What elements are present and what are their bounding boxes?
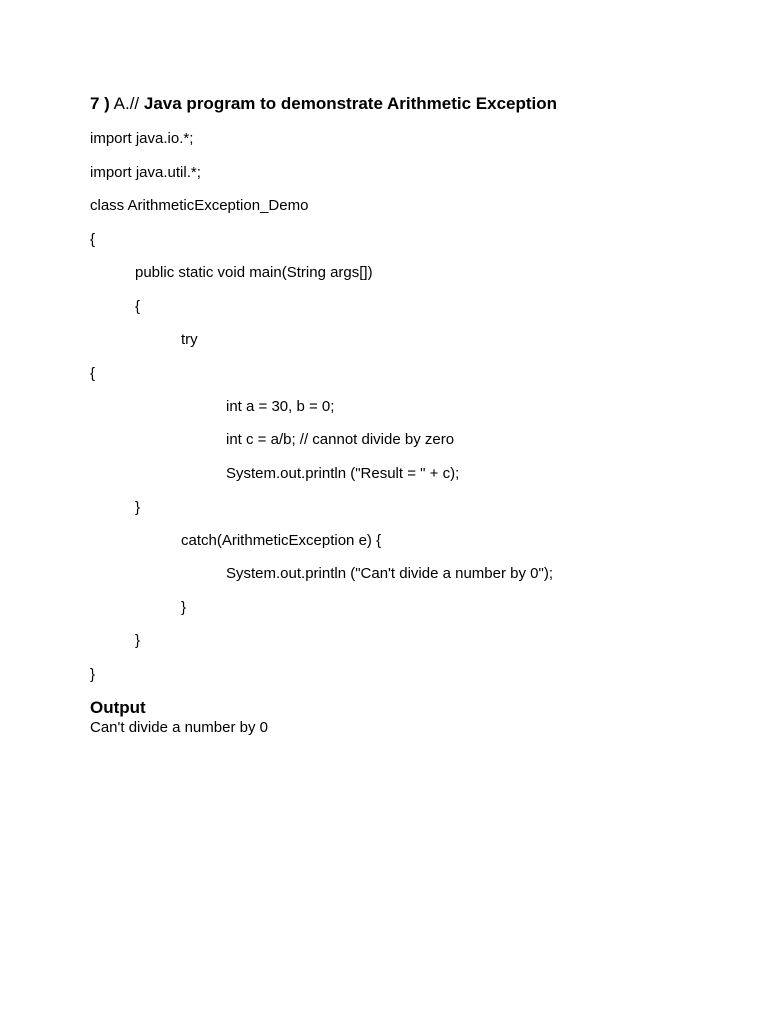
code-main-open-brace: {: [135, 298, 141, 315]
code-try-close-brace: }: [135, 499, 141, 516]
code-int-ab: int a = 30, b = 0;: [226, 398, 335, 415]
code-try-open-brace: {: [90, 365, 96, 382]
code-import-util: import java.util.*;: [90, 164, 201, 181]
code-println-result: System.out.println ("Result = " + c);: [226, 465, 460, 482]
code-main-close-brace: }: [135, 632, 141, 649]
code-class-open-brace: {: [90, 231, 96, 248]
code-int-c: int c = a/b; // cannot divide by zero: [226, 431, 455, 448]
code-try-keyword: try: [181, 331, 198, 348]
output-text: Can't divide a number by 0: [90, 719, 268, 736]
code-class-close-brace: }: [90, 666, 96, 683]
heading-number: 7 ): [90, 94, 110, 113]
code-class-declaration: class ArithmeticException_Demo: [90, 197, 309, 214]
program-heading: [90, 94, 557, 114]
code-main-declaration: public static void main(String args[]): [135, 264, 373, 281]
code-println-catch: System.out.println ("Can't divide a number by 0");: [226, 565, 553, 582]
heading-title: Java program to demonstrate Arithmetic Exception: [143, 94, 558, 113]
code-catch-close-brace: }: [181, 599, 187, 616]
heading-prefix: A.//: [113, 94, 140, 113]
code-import-io: import java.io.*;: [90, 130, 194, 147]
output-heading: Output: [90, 698, 146, 717]
code-catch-declaration: catch(ArithmeticException e) {: [181, 532, 382, 549]
